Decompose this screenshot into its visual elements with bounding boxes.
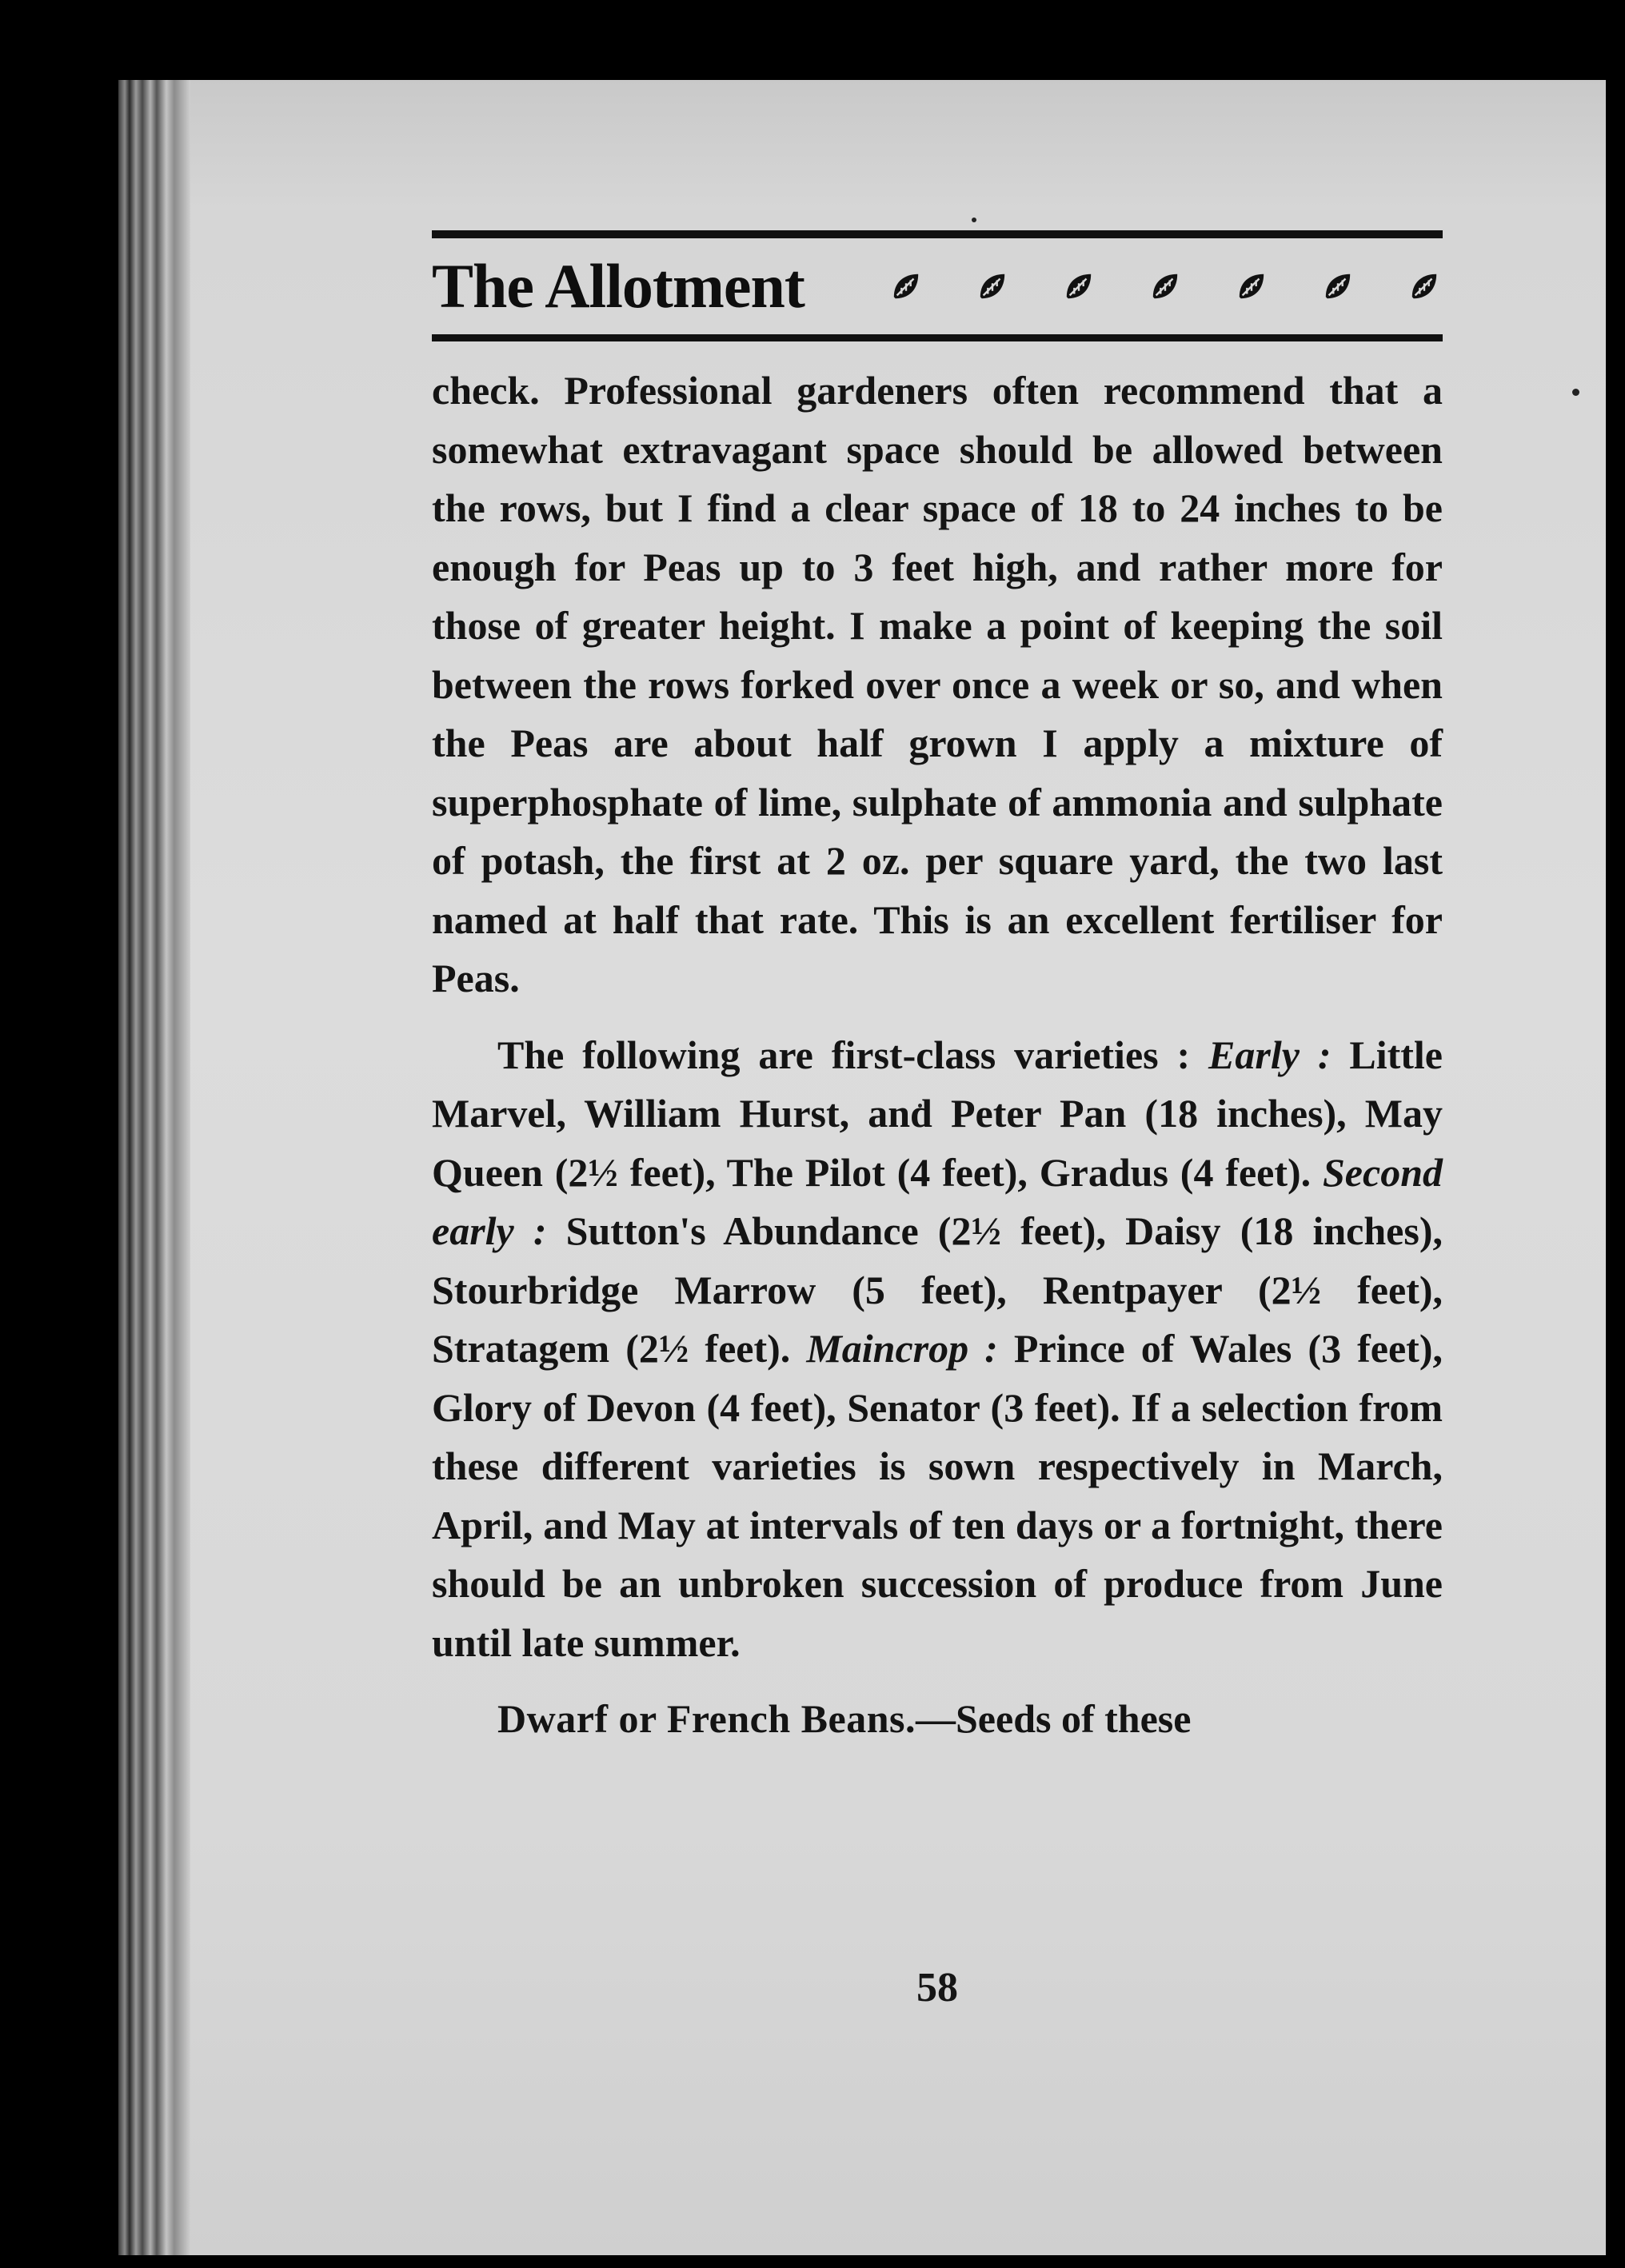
ornament-row [891,271,1439,301]
leaf-icon [1064,271,1094,301]
maincrop-label: Maincrop : [806,1326,998,1371]
scan-speck [972,218,976,222]
section-subhead: Dwarf or French Beans. [497,1696,916,1741]
scan-speck [1572,389,1579,396]
leaf-icon [977,271,1008,301]
page-right-edge [1606,80,1625,2255]
second-early-varieties: Sutton's Abundance (2½ feet), Daisy (18 inches), Stourbridge Marrow (5 feet), Rentpayer (2½ feet), Stratagem (2½ feet). [432,1208,1443,1371]
running-title: The Allotment [432,251,805,321]
leaf-icon [891,271,921,301]
leaf-icon [1323,271,1353,301]
leaf-icon [1150,271,1180,301]
paragraph-3 [432,1690,1443,1749]
paragraph-gap [432,1672,1443,1690]
early-label: Early : [1208,1032,1332,1077]
paragraph-gap [432,1008,1443,1026]
header-row [432,238,1443,334]
varieties-intro: The following are first-class varieties : [497,1032,1209,1077]
paragraph-2 [432,1026,1443,1673]
leaf-icon [1409,271,1439,301]
leaf-icon [1236,271,1267,301]
header-rule-bottom [432,334,1443,341]
second-early-label: Second early : [432,1149,1443,1253]
running-header [432,230,1443,341]
book-spine-edge [118,80,190,2255]
early-varieties: Little Marvel, William Hurst, and Peter Pan (18 inches), May Queen (2½ feet), The Pilot (4 feet), Gradus (4 feet). [432,1032,1443,1195]
section-text: —Seeds of these [916,1696,1192,1741]
paragraph-1: check. Professional gardeners often recommend that a somewhat extravagant space should be allowed between the rows, but I find a clear space of 18 to 24 inches to be enough for Peas up to 3 feet high, and rather more for those of greater height. I make a point of keeping the soil between the rows forked over once a week or so, and when the Peas are about half grown I apply a mixture of superphosphate of lime, sulphate of ammonia and sulphate of potash, the first at 2 oz. per square yard, the two last named at half that rate. This is an excellent fertiliser for Peas. [432,368,1443,1000]
body-text [432,361,1443,1749]
header-rule-top [432,230,1443,238]
maincrop-varieties: Prince of Wales (3 feet), Glory of Devon (4 feet), Senator (3 feet). If a selection from these different varieties is sown respectively in March, April, and May at intervals of ten days or a fortnight, there should be an unbroken succession of produce from June until late summer. [432,1326,1443,1665]
page-number: 58 [916,1965,958,2010]
